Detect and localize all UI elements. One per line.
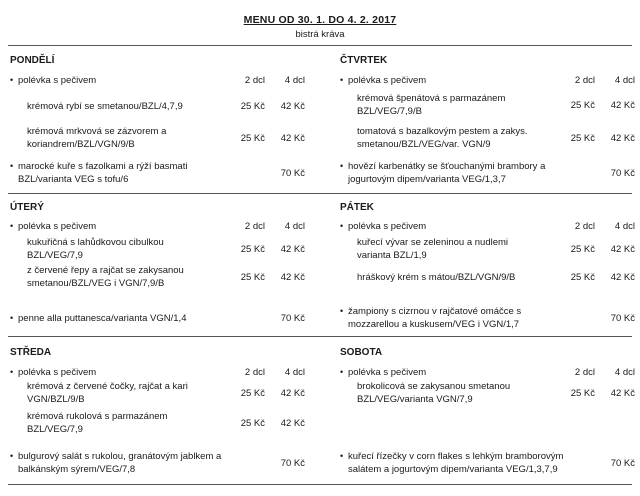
price-small: 25 Kč — [570, 388, 595, 399]
price-small: 25 Kč — [240, 418, 265, 429]
soup-name-line: smetanou/BZL/VEG i VGN/7,9/B — [27, 278, 165, 289]
bullet-icon: • — [10, 313, 14, 323]
soup-name-line: krémová rukolová s parmazánem — [27, 411, 168, 422]
main-dish-line: mozzarellou a kuskusem/VEG i VGN/1,7 — [348, 319, 520, 330]
bullet-icon: • — [340, 75, 344, 85]
main-dish-line: kuřecí řízečky v corn flakes s lehkým bramborovým — [348, 451, 564, 462]
bullet-icon: • — [10, 367, 14, 377]
price-large: 42 Kč — [610, 272, 635, 283]
bullet-icon: • — [10, 161, 14, 171]
main-dish-line: jogurtovým dipem/varianta VEG/1,3,7 — [348, 174, 506, 185]
main-dish-line: bulgurový salát s rukolou, granátovým jablkem a — [18, 451, 222, 462]
soup-name — [357, 380, 557, 406]
soup-name-line: krémová mrkvová se zázvorem a — [27, 126, 167, 137]
day-section-5 — [10, 0, 310, 496]
price-small: 25 Kč — [240, 101, 265, 112]
soup-name-line: brokolicová se zakysanou smetanou — [357, 381, 511, 392]
bullet-icon: • — [340, 367, 344, 377]
main-dish-name — [18, 450, 258, 476]
main-dish-price: 70 Kč — [280, 168, 305, 179]
soup-name-line: BZL/VEG/7,9/B — [357, 106, 422, 117]
bullet-icon: • — [340, 306, 344, 316]
size-large-label: 4 dcl — [614, 221, 635, 232]
day-heading: PÁTEK — [340, 202, 374, 213]
day-heading: SOBOTA — [340, 347, 383, 358]
soup-header-label: polévka s pečivem — [18, 367, 97, 378]
main-dish-line: hovězí karbenátky se šťouchanými brambory a — [348, 161, 546, 172]
soup-name-line: krémová z červené čočky, rajčat a kari — [27, 381, 188, 392]
size-large-label: 4 dcl — [614, 367, 635, 378]
soup-name-line: krémová špenátová s parmazánem — [357, 93, 506, 104]
soup-header-label: polévka s pečivem — [18, 75, 97, 86]
day-heading: PONDĚLÍ — [10, 55, 55, 66]
soup-name-line: BZL/VEG/7,9 — [27, 424, 83, 435]
price-small: 25 Kč — [570, 244, 595, 255]
soup-name-line: BZL/VEG/varianta VGN/7,9 — [357, 394, 473, 405]
main-dish-name — [348, 450, 588, 476]
soup-header-label: polévka s pečivem — [348, 367, 427, 378]
soup-name-line: VGN/BZL/9/B — [27, 394, 85, 405]
size-small-label: 2 dcl — [574, 221, 595, 232]
size-small-label: 2 dcl — [244, 221, 265, 232]
soup-name-line: hráškový krém s mátou/BZL/VGN/9/B — [357, 272, 516, 283]
bullet-icon: • — [10, 221, 14, 231]
bullet-icon: • — [340, 161, 344, 171]
soup-header-label: polévka s pečivem — [348, 75, 427, 86]
price-small: 25 Kč — [240, 388, 265, 399]
soup-name-line: varianta BZL/1,9 — [357, 250, 427, 261]
soup-name-line: BZL/VEG/7,9 — [27, 250, 83, 261]
size-small-label: 2 dcl — [574, 367, 595, 378]
price-large: 42 Kč — [280, 101, 305, 112]
size-small-label: 2 dcl — [244, 367, 265, 378]
size-large-label: 4 dcl — [614, 75, 635, 86]
main-dish-line: marocké kuře s fazolkami a rýží basmati — [18, 161, 188, 172]
main-dish-line: balkánským sýrem/VEG/7,8 — [18, 464, 136, 475]
main-dish-price: 70 Kč — [280, 313, 305, 324]
main-dish-line: žampiony s cizrnou v rajčatové omáčce s — [348, 306, 522, 317]
soup-name-line: tomatová s bazalkovým pestem a zakys. — [357, 126, 528, 137]
price-large: 42 Kč — [280, 388, 305, 399]
price-small: 25 Kč — [240, 133, 265, 144]
soup-name-line: krémová rybí se smetanou/BZL/4,7,9 — [27, 101, 183, 112]
day-section-6 — [340, 0, 640, 496]
menu-subtitle: bistrá kráva — [295, 29, 345, 40]
main-dish-price: 70 Kč — [610, 313, 635, 324]
price-large: 42 Kč — [280, 133, 305, 144]
main-dish-line: BZL/varianta VEG s tofu/6 — [18, 174, 129, 185]
price-large: 42 Kč — [610, 100, 635, 111]
price-large: 42 Kč — [280, 244, 305, 255]
bullet-icon: • — [10, 75, 14, 85]
main-dish-price: 70 Kč — [610, 168, 635, 179]
price-large: 42 Kč — [610, 388, 635, 399]
soup-name-line: kukuřičná s lahůdkovou cibulkou — [27, 237, 164, 248]
price-small: 25 Kč — [240, 272, 265, 283]
soup-name — [27, 380, 227, 406]
main-dish-line: penne alla puttanesca/varianta VGN/1,4 — [18, 313, 187, 324]
bullet-icon: • — [340, 221, 344, 231]
price-large: 42 Kč — [280, 272, 305, 283]
price-small: 25 Kč — [570, 100, 595, 111]
day-heading: STŘEDA — [10, 347, 52, 358]
bullet-icon: • — [10, 451, 14, 461]
main-dish-price: 70 Kč — [610, 458, 635, 469]
price-large: 42 Kč — [610, 244, 635, 255]
soup-header-label: polévka s pečivem — [18, 221, 97, 232]
soup-name-line: smetanou/BZL/VEG/var. VGN/9 — [357, 139, 491, 150]
soup-name-line: koriandrem/BZL/VGN/9/B — [27, 139, 135, 150]
size-large-label: 4 dcl — [284, 367, 305, 378]
soup-name-line: kuřecí vývar se zeleninou a nudlemi — [357, 237, 509, 248]
size-large-label: 4 dcl — [284, 75, 305, 86]
price-small: 25 Kč — [570, 272, 595, 283]
soup-name — [27, 410, 227, 436]
day-heading: ÚTERÝ — [10, 202, 44, 213]
price-large: 42 Kč — [280, 418, 305, 429]
price-small: 25 Kč — [240, 244, 265, 255]
day-heading: ČTVRTEK — [340, 55, 388, 66]
soup-header-label: polévka s pečivem — [348, 221, 427, 232]
size-small-label: 2 dcl — [244, 75, 265, 86]
price-large: 42 Kč — [610, 133, 635, 144]
main-dish-price: 70 Kč — [280, 458, 305, 469]
soup-name-line: z červené řepy a rajčat se zakysanou — [27, 265, 184, 276]
menu-title: MENU OD 30. 1. DO 4. 2. 2017 — [243, 14, 397, 26]
size-small-label: 2 dcl — [574, 75, 595, 86]
price-small: 25 Kč — [570, 133, 595, 144]
bullet-icon: • — [340, 451, 344, 461]
main-dish-line: salátem a jogurtovým dipem/varianta VEG/1,3,7,9 — [348, 464, 558, 475]
size-large-label: 4 dcl — [284, 221, 305, 232]
